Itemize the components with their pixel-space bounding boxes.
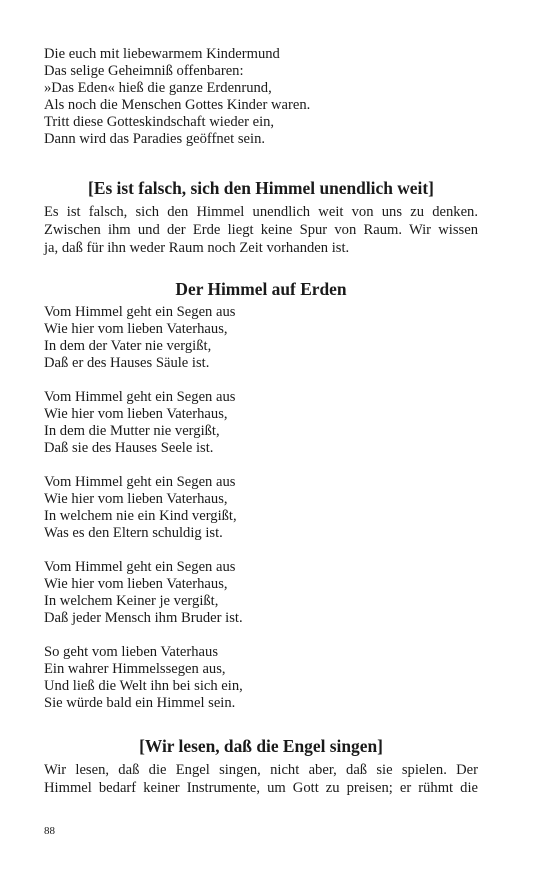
poem-line: Daß sie des Hauses Seele ist. bbox=[44, 440, 214, 456]
poem-stanza bbox=[44, 474, 478, 542]
poem-line: Daß er des Hauses Säule ist. bbox=[44, 355, 210, 371]
poem-line: Das selige Geheimniß offenbaren: bbox=[44, 63, 244, 79]
paragraph-line: Es ist falsch, sich den Himmel unendlich weit von uns zu denken. bbox=[44, 204, 478, 220]
poem-line: So geht vom lieben Vaterhaus bbox=[44, 644, 219, 660]
paragraph-line: ja, daß für ihn weder Raum noch Zeit vorhanden ist. bbox=[44, 240, 350, 256]
poem-line: In welchem Keiner je vergißt, bbox=[44, 593, 219, 609]
poem-line: In welchem nie ein Kind vergißt, bbox=[44, 508, 237, 524]
page-number: 88 bbox=[44, 825, 55, 837]
poem-stanza bbox=[44, 644, 478, 712]
poem-line: Daß jeder Mensch ihm Bruder ist. bbox=[44, 610, 243, 626]
opening-poem bbox=[44, 46, 478, 148]
paragraph-line: Wir lesen, daß die Engel singen, nicht aber, daß sie spielen. Der bbox=[44, 762, 478, 778]
poem-stanza bbox=[44, 304, 478, 372]
poem-line: Vom Himmel geht ein Segen aus bbox=[44, 559, 236, 575]
poem-line: Vom Himmel geht ein Segen aus bbox=[44, 304, 236, 320]
poem-line: Wie hier vom lieben Vaterhaus, bbox=[44, 576, 228, 592]
poem-line: Vom Himmel geht ein Segen aus bbox=[44, 389, 236, 405]
paragraph-line: Zwischen ihm und der Erde liegt keine Spur von Raum. Wir wissen bbox=[44, 222, 478, 238]
poem-line: »Das Eden« hieß die ganze Erdenrund, bbox=[44, 80, 272, 96]
poem-line: Als noch die Menschen Gottes Kinder waren. bbox=[44, 97, 311, 113]
poem-line: Vom Himmel geht ein Segen aus bbox=[44, 474, 236, 490]
poem-line: Was es den Eltern schuldig ist. bbox=[44, 525, 223, 541]
poem-stanza bbox=[44, 559, 478, 627]
poem-line: Wie hier vom lieben Vaterhaus, bbox=[44, 491, 228, 507]
section-heading: Der Himmel auf Erden bbox=[175, 279, 347, 299]
section-paragraph bbox=[44, 203, 478, 257]
paragraph-line: Himmel bedarf keiner Instrumente, um Gott zu preisen; er rühmt die bbox=[44, 780, 478, 796]
section-paragraph bbox=[44, 761, 478, 797]
poem-line: Und ließ die Welt ihn bei sich ein, bbox=[44, 678, 243, 694]
poem-line: Wie hier vom lieben Vaterhaus, bbox=[44, 321, 228, 337]
poem-line: Die euch mit liebewarmem Kindermund bbox=[44, 46, 280, 62]
poem-line: In dem die Mutter nie vergißt, bbox=[44, 423, 220, 439]
page-body bbox=[44, 46, 478, 797]
poem-line: Ein wahrer Himmelssegen aus, bbox=[44, 661, 226, 677]
section-heading: [Es ist falsch, sich den Himmel unendlich weit] bbox=[88, 178, 434, 198]
poem-line: Wie hier vom lieben Vaterhaus, bbox=[44, 406, 228, 422]
poem-line: Sie würde bald ein Himmel sein. bbox=[44, 695, 236, 711]
poem-stanza bbox=[44, 389, 478, 457]
poem-line: In dem der Vater nie vergißt, bbox=[44, 338, 212, 354]
section-heading: [Wir lesen, daß die Engel singen] bbox=[139, 736, 383, 756]
poem-line: Dann wird das Paradies geöffnet sein. bbox=[44, 131, 266, 147]
poem-line: Tritt diese Gotteskindschaft wieder ein, bbox=[44, 114, 275, 130]
